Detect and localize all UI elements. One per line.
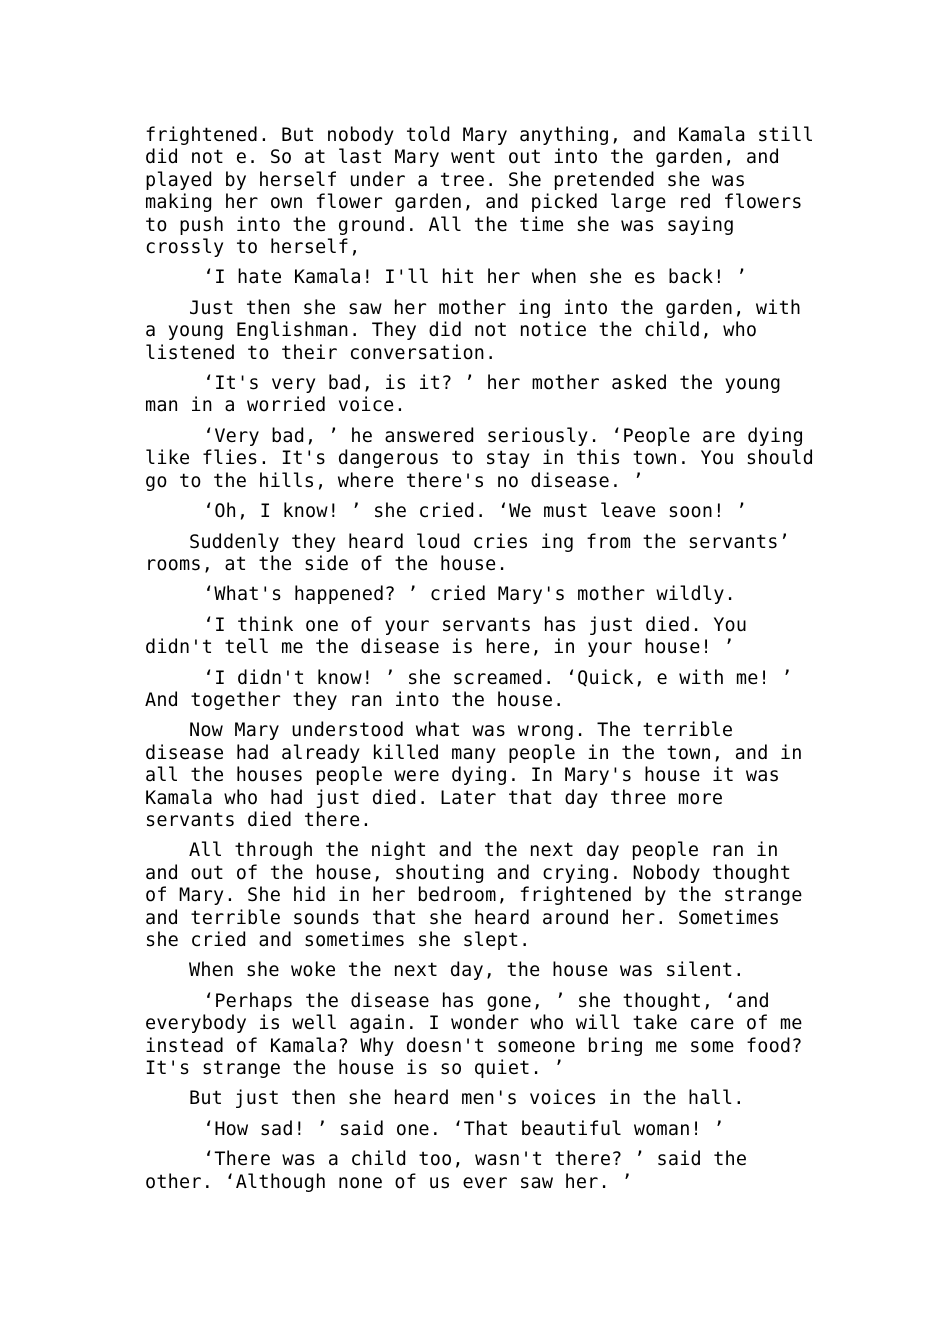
paragraph: But just then she heard men's voices in the hall. bbox=[189, 1088, 745, 1110]
paragraph: ‘Very bad, ’ he answered seriously. ‘People are dying like flies. It's dangerous to stay in this town. You should go to the hills, where there's no disease. ’ bbox=[145, 425, 814, 492]
paragraph: When she woke the next day, the house was silent. bbox=[189, 960, 745, 982]
paragraph: ‘How sad! ’ said one. ‘That beautiful woman! ’ bbox=[203, 1118, 725, 1140]
paragraph: All through the night and the next day people ran in and out of the house, shouting and crying. Nobody thought of Mary. She hid in her bedroom, frightened by the strange and terrible sounds that she heard around her. Sometimes she cried and sometimes she slept. bbox=[145, 840, 803, 951]
paragraph: Now Mary understood what was wrong. The terrible disease had already killed many people in the town, and in all the houses people were dying. In Mary's house it was Kamala who had just died. Later that day three more servants died there. bbox=[145, 720, 803, 831]
paragraph: ‘I hate Kamala! I'll hit her when she es back! ’ bbox=[203, 267, 748, 289]
story-text bbox=[145, 125, 815, 1202]
paragraph: frightened. But nobody told Mary anything, and Kamala still did not e. So at last Mary went out into the garden, and played by herself under a tree. She pretended she was making her own flower garden, and picked large red flowers to push into the ground. All the time she was saying crossly to herself, bbox=[145, 125, 814, 259]
paragraph: ‘It's very bad, is it? ’ her mother asked the young man in a worried voice. bbox=[145, 373, 782, 417]
paragraph: ‘I didn't know! ’ she screamed. ‘Quick, e with me! ’ And together they ran into the house. bbox=[145, 667, 793, 711]
paragraph: ‘There was a child too, wasn't there? ’ said the other. ‘Although none of us ever saw her. ’ bbox=[145, 1149, 748, 1193]
paragraph: Suddenly they heard loud cries ing from the servants’ rooms, at the side of the house. bbox=[145, 531, 790, 575]
paragraph: ‘Perhaps the disease has gone, ’ she thought, ‘and everybody is well again. I wonder who will take care of me instead of Kamala? Why doesn't someone bring me some food? It's strange the house is so quiet. ’ bbox=[145, 990, 803, 1080]
paragraph: ‘Oh, I know! ’ she cried. ‘We must leave soon! ’ bbox=[203, 501, 748, 523]
paragraph: ‘What's happened? ’ cried Mary's mother wildly. bbox=[203, 584, 736, 606]
paragraph: Just then she saw her mother ing into the garden, with a young Englishman. They did not notice the child, who listened to their conversation. bbox=[145, 297, 802, 364]
paragraph: ‘I think one of your servants has just died. You didn't tell me the disease is here, in your house! ’ bbox=[145, 614, 748, 659]
